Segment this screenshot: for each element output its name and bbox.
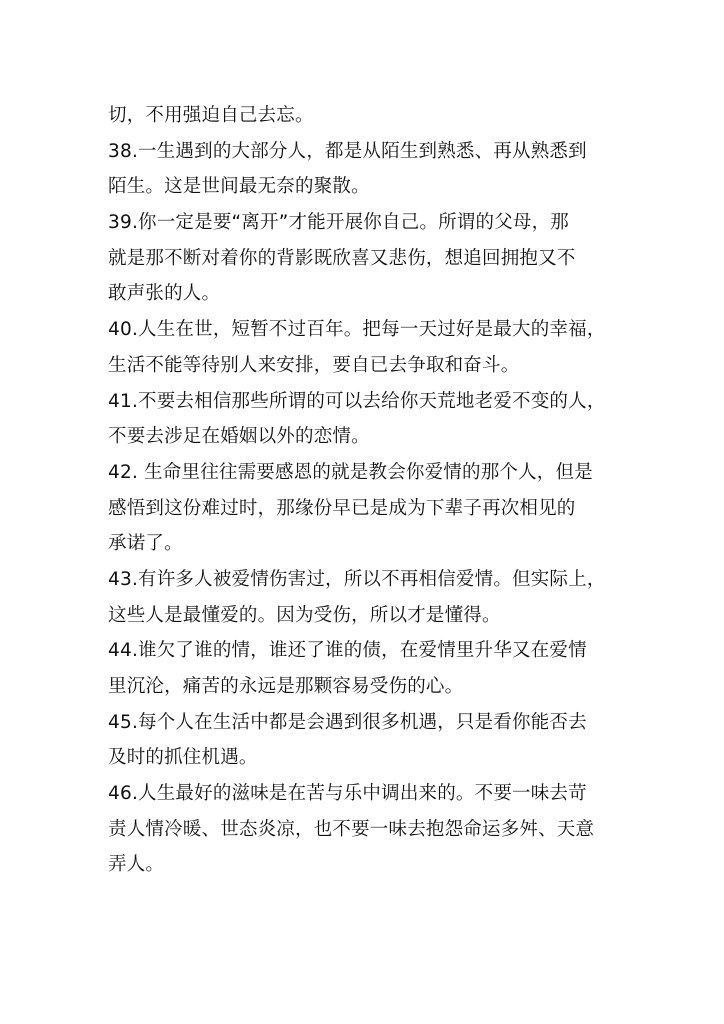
text-line: 及时的抓住机遇。 — [108, 747, 258, 769]
text-line: 45.每个人在生活中都是会遇到很多机遇，只是看你能否去 — [108, 711, 587, 733]
text-line: 责人情冷暖、世态炎凉，也不要一味去抱怨命运多舛、天意 — [108, 818, 595, 840]
text-line: 43.有许多人被爱情伤害过，所以不再相信爱情。但实际上， — [108, 568, 606, 590]
text-line: 40.人生在世，短暂不过百年。把每一天过好是最大的幸福， — [108, 319, 606, 341]
text-line: 42. 生命里往往需要感恩的就是教会你爱情的那个人，但是 — [108, 461, 593, 483]
text-line: 44.谁欠了谁的情，谁还了谁的债，在爱情里升华又在爱情 — [108, 640, 587, 662]
text-line: 敢声张的人。 — [108, 283, 221, 305]
document-body — [108, 98, 628, 883]
text-line: 38.一生遇到的大部分人，都是从陌生到熟悉、再从熟悉到 — [108, 140, 587, 162]
text-line: 46.人生最好的滋味是在苦与乐中调出来的。不要一味去苛 — [108, 783, 587, 805]
text-line: 就是那不断对着你的背影既欣喜又悲伤，想追回拥抱又不 — [108, 247, 576, 269]
text-line: 弄人。 — [108, 854, 165, 876]
text-line: 承诺了。 — [108, 533, 183, 555]
text-line: 感悟到这份难过时，那缘份早已是成为下辈子再次相见的 — [108, 497, 576, 519]
text-line: 陌生。这是世间最无奈的聚散。 — [108, 176, 370, 198]
text-line: 这些人是最懂爱的。因为受伤，所以才是懂得。 — [108, 604, 501, 626]
text-line: 生活不能等待别人来安排，要自已去争取和奋斗。 — [108, 354, 520, 376]
text-line: 不要去涉足在婚姻以外的恋情。 — [108, 426, 370, 448]
text-line: 切，不用强迫自己去忘。 — [108, 105, 314, 126]
text-line: 41.不要去相信那些所谓的可以去给你天荒地老爱不变的人， — [108, 390, 606, 412]
text-line: 39.你一定是要“离开”才能开展你自己。所谓的父母，那 — [108, 212, 569, 234]
text-line: 里沉沦，痛苦的永远是那颗容易受伤的心。 — [108, 676, 464, 697]
